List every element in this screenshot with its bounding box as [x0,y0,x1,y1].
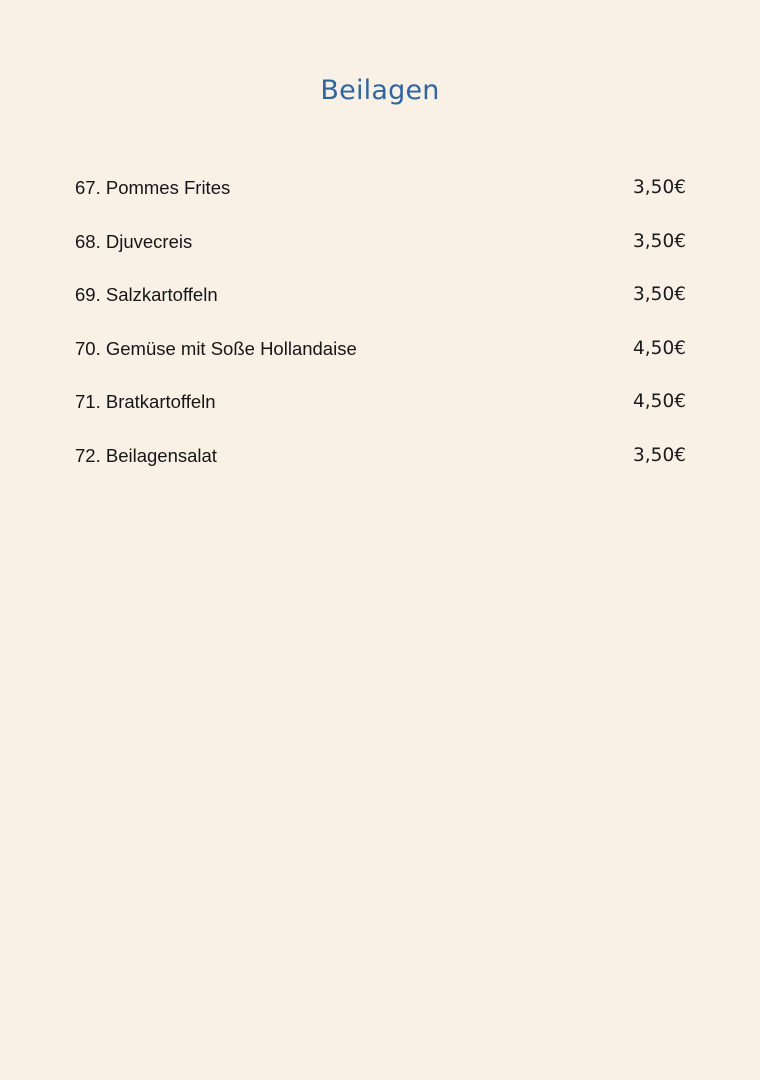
menu-item-price: 3,50€ [633,284,686,306]
menu-item [75,227,686,281]
menu-item [75,334,686,388]
menu-item-price: 3,50€ [633,230,686,252]
menu-item [75,173,686,227]
menu-list [75,173,686,495]
page-title: Beilagen [320,75,440,106]
menu-item-name: 69. Salzkartoffeln [75,284,218,306]
menu-item [75,280,686,334]
menu-item [75,441,686,495]
menu-item-name: 68. Djuvecreis [75,230,193,252]
menu-item [75,387,686,441]
menu-item-price: 3,50€ [633,444,686,466]
menu-item-price: 4,50€ [633,337,686,359]
menu-item-name: 71. Bratkartoffeln [75,391,216,413]
menu-item-price: 4,50€ [633,391,686,413]
menu-item-name: 70. Gemüse mit Soße Hollandaise [75,337,357,359]
menu-item-price: 3,50€ [633,177,686,198]
menu-item-name: 72. Beilagensalat [75,444,217,466]
menu-item-name: 67. Pommes Frites [75,177,231,198]
